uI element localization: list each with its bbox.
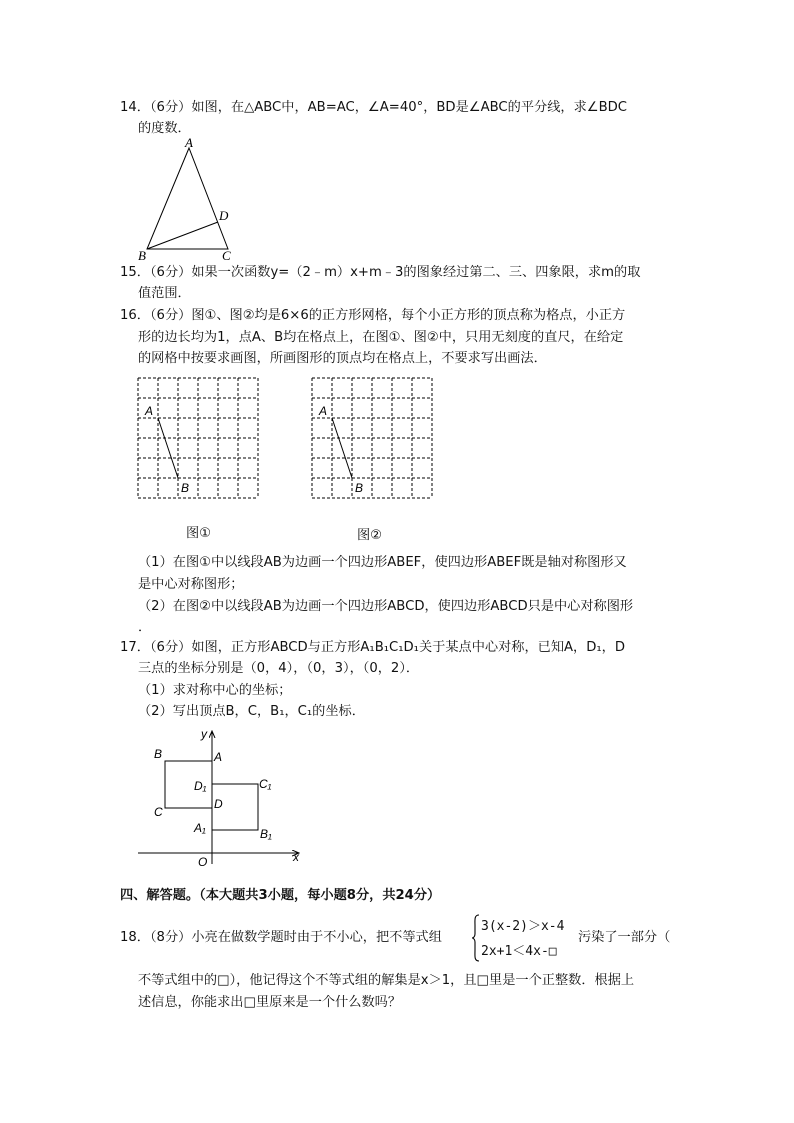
label-B: B (181, 481, 190, 495)
q17-coordinate-figure (134, 724, 306, 870)
label-C: C (222, 248, 231, 263)
label-A: A (145, 404, 154, 418)
q17-sub1: （1）求对称中心的坐标； (138, 683, 292, 698)
label-C1: C₁ (259, 777, 272, 791)
q15-line1: 15．（6分）如果一次函数y=（2﹣m）x+m﹣3的图象经过第二、三、四象限，求m的取 (120, 265, 641, 280)
label-A1: A₁ (194, 821, 206, 835)
left-brace-icon (471, 914, 481, 962)
q18-system-line2: 2x+1＜4x-□ (481, 944, 557, 959)
label-x: x (293, 850, 299, 864)
q16-sub1-line1: （1）在图①中以线段AB为边画一个四边形ABEF，使四边形ABEF既是轴对称图形又 (138, 555, 627, 570)
q14-line2: 的度数． (138, 121, 191, 136)
q16-caption-2: 图② (357, 528, 383, 543)
label-B: B (355, 481, 364, 495)
label-D: D (219, 208, 229, 223)
q16-caption-1: 图① (186, 526, 212, 541)
q16-grid-figure-2 (310, 376, 438, 502)
q17-line1: 17．（6分）如图，正方形ABCD与正方形A₁B₁C₁D₁关于某点中心对称，已知A，D₁，D (120, 640, 626, 655)
q18-prefix: 18．（8分）小亮在做数学题时由于不小心，把不等式组 (120, 930, 442, 945)
q17-line2: 三点的坐标分别是（0，4），（0，3），（0，2）． (138, 661, 420, 676)
label-D1: D₁ (194, 779, 207, 793)
q14-triangle-figure (130, 136, 250, 264)
q16-sub2-line1: （2）在图②中以线段AB为边画一个四边形ABCD，使四边形ABCD只是中心对称图形 (138, 599, 634, 614)
q17-sub2: （2）写出顶点B，C，B₁，C₁的坐标． (138, 704, 365, 719)
q18-line3: 述信息，你能求出□里原来是一个什么数吗？ (138, 995, 402, 1010)
q18-system-line1: 3(x-2)＞x-4 (481, 919, 565, 934)
q16-grid-figure-1 (136, 376, 264, 502)
label-O: O (198, 855, 208, 869)
section-4-heading: 四、解答题。（本大题共3小题，每小题8分，共24分） (120, 888, 441, 903)
q16-line1: 16．（6分）图①、图②均是6×6的正方形网格，每个小正方形的顶点称为格点，小正方 (120, 308, 626, 323)
q15-line2: 值范围． (138, 286, 191, 301)
label-B1: B₁ (260, 827, 272, 841)
label-C: C (154, 805, 163, 819)
q18-suffix: 污染了一部分（ (578, 930, 671, 945)
q16-sub1-line2: 是中心对称图形； (138, 577, 244, 592)
label-y: y (201, 727, 207, 741)
label-A: A (214, 750, 223, 764)
label-A: A (185, 136, 193, 150)
label-D: D (214, 797, 223, 811)
label-B: B (154, 747, 163, 761)
q18-line2: 不等式组中的□），他记得这个不等式组的解集是x＞1，且□里是一个正整数．根据上 (138, 973, 635, 988)
q16-line2: 形的边长均为1，点A、B均在格点上，在图①、图②中，只用无刻度的直尺，在给定 (138, 330, 624, 345)
label-A: A (319, 404, 328, 418)
q16-sub2-line2: ． (138, 620, 152, 635)
label-B: B (138, 248, 146, 263)
q14-line1: 14．（6分）如图，在△ABC中，AB=AC，∠A=40°，BD是∠ABC的平分线，求∠BDC (120, 100, 628, 115)
q16-line3: 的网格中按要求画图，所画图形的顶点均在格点上，不要求写出画法． (138, 351, 547, 366)
